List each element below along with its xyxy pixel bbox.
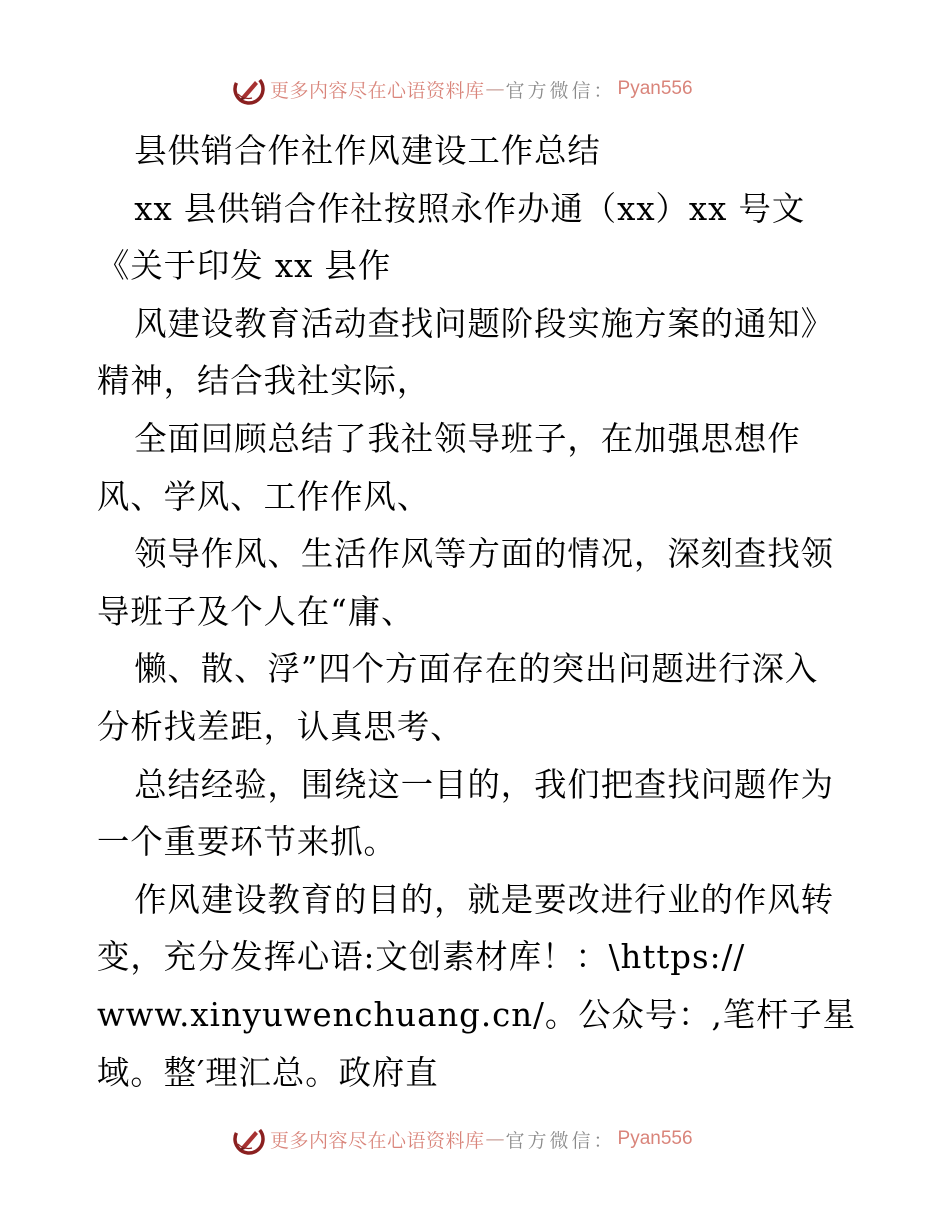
paragraph-line: 精神，结合我社实际， [97,361,431,401]
watermark-wechat-id: Pyan556 [617,78,693,99]
watermark-wechat-label: 官方微信： [505,79,616,102]
watermark-wechat-id: Pyan556 [617,1128,693,1149]
paragraph-line: 变，充分发挥心语:文创素材库！：\https:// [97,937,746,977]
paragraph-line: 分析找差距，认真思考、 [97,706,464,746]
footer-watermark [232,1122,693,1156]
paragraph-line: 懒、散、浮”四个方面存在的突出问题进行深入 [134,649,819,689]
paragraph-line: xx 县供销合作社按照永作办通（xx）xx 号文 [134,188,806,228]
paragraph-line: 领导作风、生活作风等方面的情况，深刻查找领 [134,534,834,574]
document-body [97,122,857,1101]
watermark-wechat-label: 官方微信： [505,1129,616,1152]
paragraph-line: 风建设教育活动查找问题阶段实施方案的通知》 [134,303,834,343]
quill-pen-logo-icon [232,72,266,106]
watermark-dash: — [485,1128,505,1150]
paragraph-line: 域。整′理汇总。政府直 [97,1052,439,1092]
paragraph-line: 全面回顾总结了我社领导班子，在加强思想作 [134,418,801,458]
watermark-dash: — [485,78,505,100]
paragraph-line: 风、学风、工作作风、 [97,476,431,516]
document-title: 县供销合作社作风建设工作总结 [134,131,601,170]
header-watermark [232,72,693,106]
paragraph-line: 总结经验，围绕这一目的，我们把查找问题作为 [134,764,834,804]
paragraph-line: 导班子及个人在“庸、 [97,591,415,631]
paragraph-line: 一个重要环节来抓。 [97,822,397,862]
paragraph-line: 《关于印发 xx 县作 [97,246,392,286]
watermark-main-text: 更多内容尽在心语资料库 [270,79,485,102]
paragraph-line: www.xinyuwenchuang.cn/。公众号：,笔杆子星 [97,994,857,1034]
quill-pen-logo-icon [232,1122,266,1156]
watermark-main-text: 更多内容尽在心语资料库 [270,1129,485,1152]
paragraph-line: 作风建设教育的目的，就是要改进行业的作风转 [134,879,834,919]
